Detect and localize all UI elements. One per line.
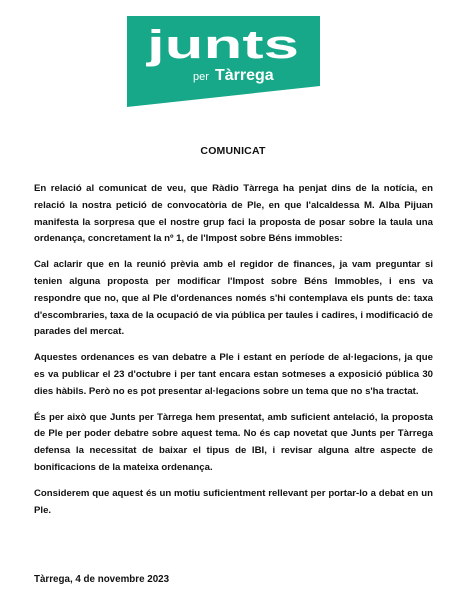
- paragraph-1: En relació al comunicat de veu, que Ràdio Tàrrega ha penjat dins de la notícia, en relació la nostra petició de convocatòria de Ple, en que l'alcaldessa M. Alba Pijuan manifesta la sorpresa que el nostre grup faci la proposta de posar sobre la taula una ordenança, concretament la nº 1, de l'Impost sobre Béns immobles:: [34, 183, 433, 245]
- date-signature: Tàrrega, 4 de novembre 2023: [34, 574, 170, 585]
- paragraph-2: Cal aclarir que en la reunió prèvia amb el regidor de finances, ja vam preguntar si tenien alguna proposta per modificar l'Impost sobre Béns Immobles, i ens va respondre que no, que al Ple d'ordenances només s'hi contemplava els punts de: taxa d'escombraries, taxa de la ocupació de via pública per taules i cadires, i modificació de parades del mercat.: [34, 259, 433, 338]
- junts-logo: [127, 16, 320, 107]
- logo-sub-place: Tàrrega: [215, 67, 274, 84]
- logo-sub-prefix: per: [193, 71, 209, 83]
- document-body: [34, 181, 433, 528]
- paragraph-3: Aquestes ordenances es van debatre a Ple i estant en període de al·legacions, ja que es va publicar el 23 d'octubre i per tant encara estan sotmeses a exposició pública 30 dies hàbils. Però no es pot presentar al·legacions sobre un tema que no s'ha tractat.: [34, 352, 433, 397]
- document-title: COMUNICAT: [200, 145, 266, 157]
- junts-logo-graphic: [127, 16, 320, 107]
- paragraph-4: És per això que Junts per Tàrrega hem presentat, amb suficient antelació, la proposta de Ple per poder debatre sobre aquest tema. No és cap novetat que Junts per Tàrrega defensa la necessitat de baixar el tipus de IBI, i revisar alguna altre aspecte de bonificacions de la mateixa ordenança.: [34, 411, 433, 473]
- logo-word: junts: [145, 23, 299, 67]
- paragraph-5: Considerem que aquest és un motiu suficientment rellevant per portar-lo a debat en un Ple.: [34, 487, 433, 516]
